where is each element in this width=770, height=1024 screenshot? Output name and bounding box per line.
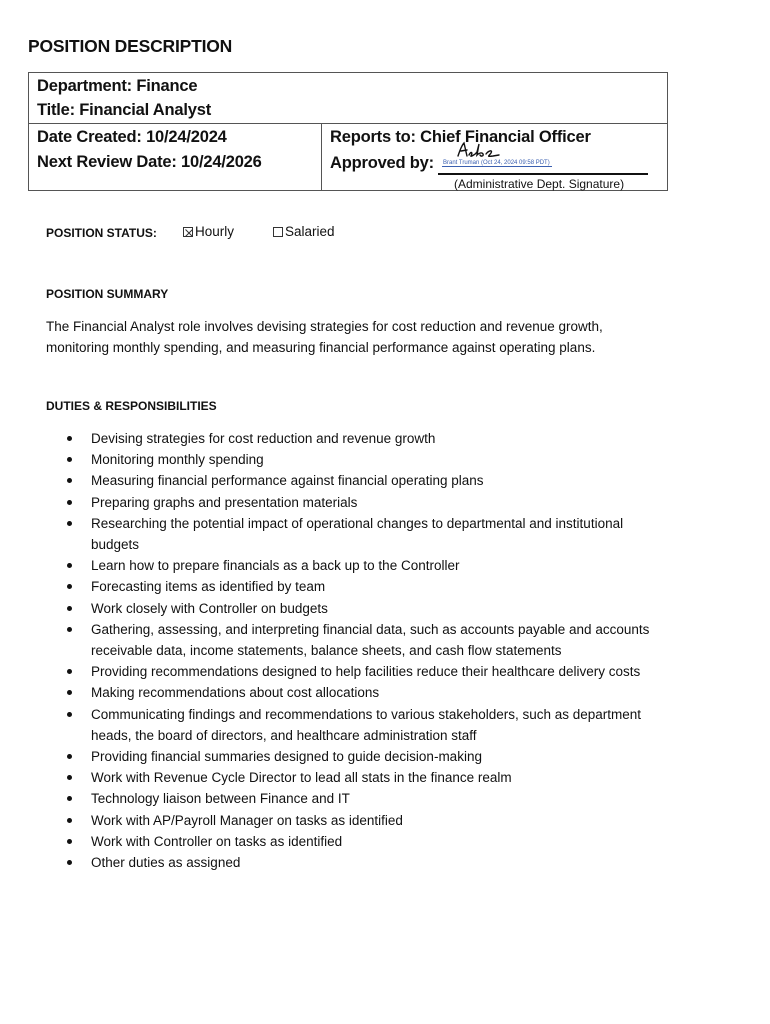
duty-text: Work closely with Controller on budgets — [91, 600, 328, 616]
bullet-icon — [67, 627, 72, 632]
approved-by-block — [330, 154, 434, 173]
duties-heading: DUTIES & RESPONSIBILITIES — [46, 399, 217, 413]
duty-item — [46, 513, 666, 555]
signature-subtitle: (Administrative Dept. Signature) — [454, 177, 625, 191]
salaried-checkbox-icon[interactable] — [273, 227, 283, 237]
salaried-option[interactable] — [273, 224, 335, 239]
duty-item — [46, 449, 666, 470]
duty-item — [46, 767, 666, 788]
summary-heading: POSITION SUMMARY — [46, 287, 169, 301]
duty-text: Devising strategies for cost reduction and revenue growth — [91, 431, 436, 446]
duty-text: Learn how to prepare financials as a back up to the Controller — [91, 558, 460, 574]
bullet-icon — [67, 436, 72, 441]
hourly-checkbox-checked-icon[interactable] — [183, 227, 193, 237]
approved-by-label: Approved by: — [330, 154, 434, 172]
hourly-label: Hourly — [195, 224, 235, 239]
duties-list — [46, 428, 666, 873]
bullet-icon — [67, 606, 72, 611]
duty-text: Other duties as assigned — [91, 855, 241, 871]
header-table — [28, 72, 668, 191]
duty-text: Work with Revenue Cycle Director to lead all stats in the finance realm — [91, 770, 512, 786]
header-cell-dates — [29, 124, 322, 190]
duty-item — [46, 598, 666, 619]
duty-item — [46, 619, 666, 661]
document-title: POSITION DESCRIPTION — [28, 36, 233, 56]
duty-item — [46, 788, 666, 809]
duty-item — [46, 555, 666, 576]
duty-text: Forecasting items as identified by team — [91, 579, 326, 595]
date-created-field: Date Created: 10/24/2024 — [37, 128, 227, 146]
title-field: Title: Financial Analyst — [37, 101, 211, 119]
duty-item — [46, 661, 666, 682]
duty-item — [46, 470, 666, 491]
duty-text: Providing recommendations designed to help facilities reduce their healthcare delivery costs — [91, 664, 641, 680]
duty-item — [46, 576, 666, 597]
position-status-row — [46, 224, 376, 244]
department-field: Department: Finance — [37, 77, 198, 95]
position-status-label: POSITION STATUS: — [46, 226, 157, 240]
duty-text: Monitoring monthly spending — [91, 452, 264, 468]
bullet-icon — [67, 860, 72, 865]
duty-text: Gathering, assessing, and interpreting financial data, such as accounts payable and accounts receivable data, income statements, balance sheets, and cash flow statements — [91, 621, 650, 659]
duty-item — [46, 492, 666, 513]
salaried-label: Salaried — [285, 224, 335, 239]
bullet-icon — [67, 457, 72, 462]
duty-text: Technology liaison between Finance and IT — [91, 791, 350, 807]
header-row-top — [29, 73, 667, 124]
duty-text: Communicating findings and recommendations to various stakeholders, such as department heads, the board of directors, and healthcare administration staff — [91, 706, 642, 743]
bullet-icon — [67, 839, 72, 844]
duty-item — [46, 852, 666, 873]
duty-text: Measuring financial performance against financial operating plans — [91, 473, 484, 489]
duty-item — [46, 704, 666, 746]
duty-item — [46, 746, 666, 767]
duty-text: Preparing graphs and presentation materials — [91, 494, 358, 510]
duty-text: Work with AP/Payroll Manager on tasks as identified — [91, 812, 403, 828]
duty-item — [46, 831, 666, 852]
bullet-icon — [67, 584, 72, 589]
bullet-icon — [67, 563, 72, 568]
bullet-icon — [67, 521, 72, 526]
bullet-icon — [67, 500, 72, 505]
duty-text: Providing financial summaries designed to guide decision-making — [91, 749, 482, 765]
bullet-icon — [67, 712, 72, 717]
reports-to-field: Reports to: Chief Financial Officer — [330, 128, 591, 146]
duty-text: Researching the potential impact of operational changes to departmental and institutional budgets — [91, 515, 624, 553]
bullet-icon — [67, 690, 72, 695]
signature-line — [438, 173, 648, 175]
bullet-icon — [67, 796, 72, 801]
bullet-icon — [67, 478, 72, 483]
bullet-icon — [67, 669, 72, 674]
summary-text: The Financial Analyst role involves devising strategies for cost reduction and revenue growth, monitoring monthly spending, and measuring financial performance against operating plans. — [46, 319, 603, 355]
bullet-icon — [67, 818, 72, 823]
duty-text: Making recommendations about cost allocations — [91, 685, 380, 701]
signature-caption: Brant Truman (Oct 24, 2024 09:58 PDT) — [443, 160, 550, 166]
next-review-field: Next Review Date: 10/24/2026 — [37, 153, 262, 171]
duty-text: Work with Controller on tasks as identified — [91, 833, 343, 849]
duty-item — [46, 810, 666, 831]
bullet-icon — [67, 754, 72, 759]
duty-item — [46, 428, 666, 449]
hourly-option[interactable] — [183, 224, 234, 239]
duty-item — [46, 682, 666, 703]
bullet-icon — [67, 775, 72, 780]
